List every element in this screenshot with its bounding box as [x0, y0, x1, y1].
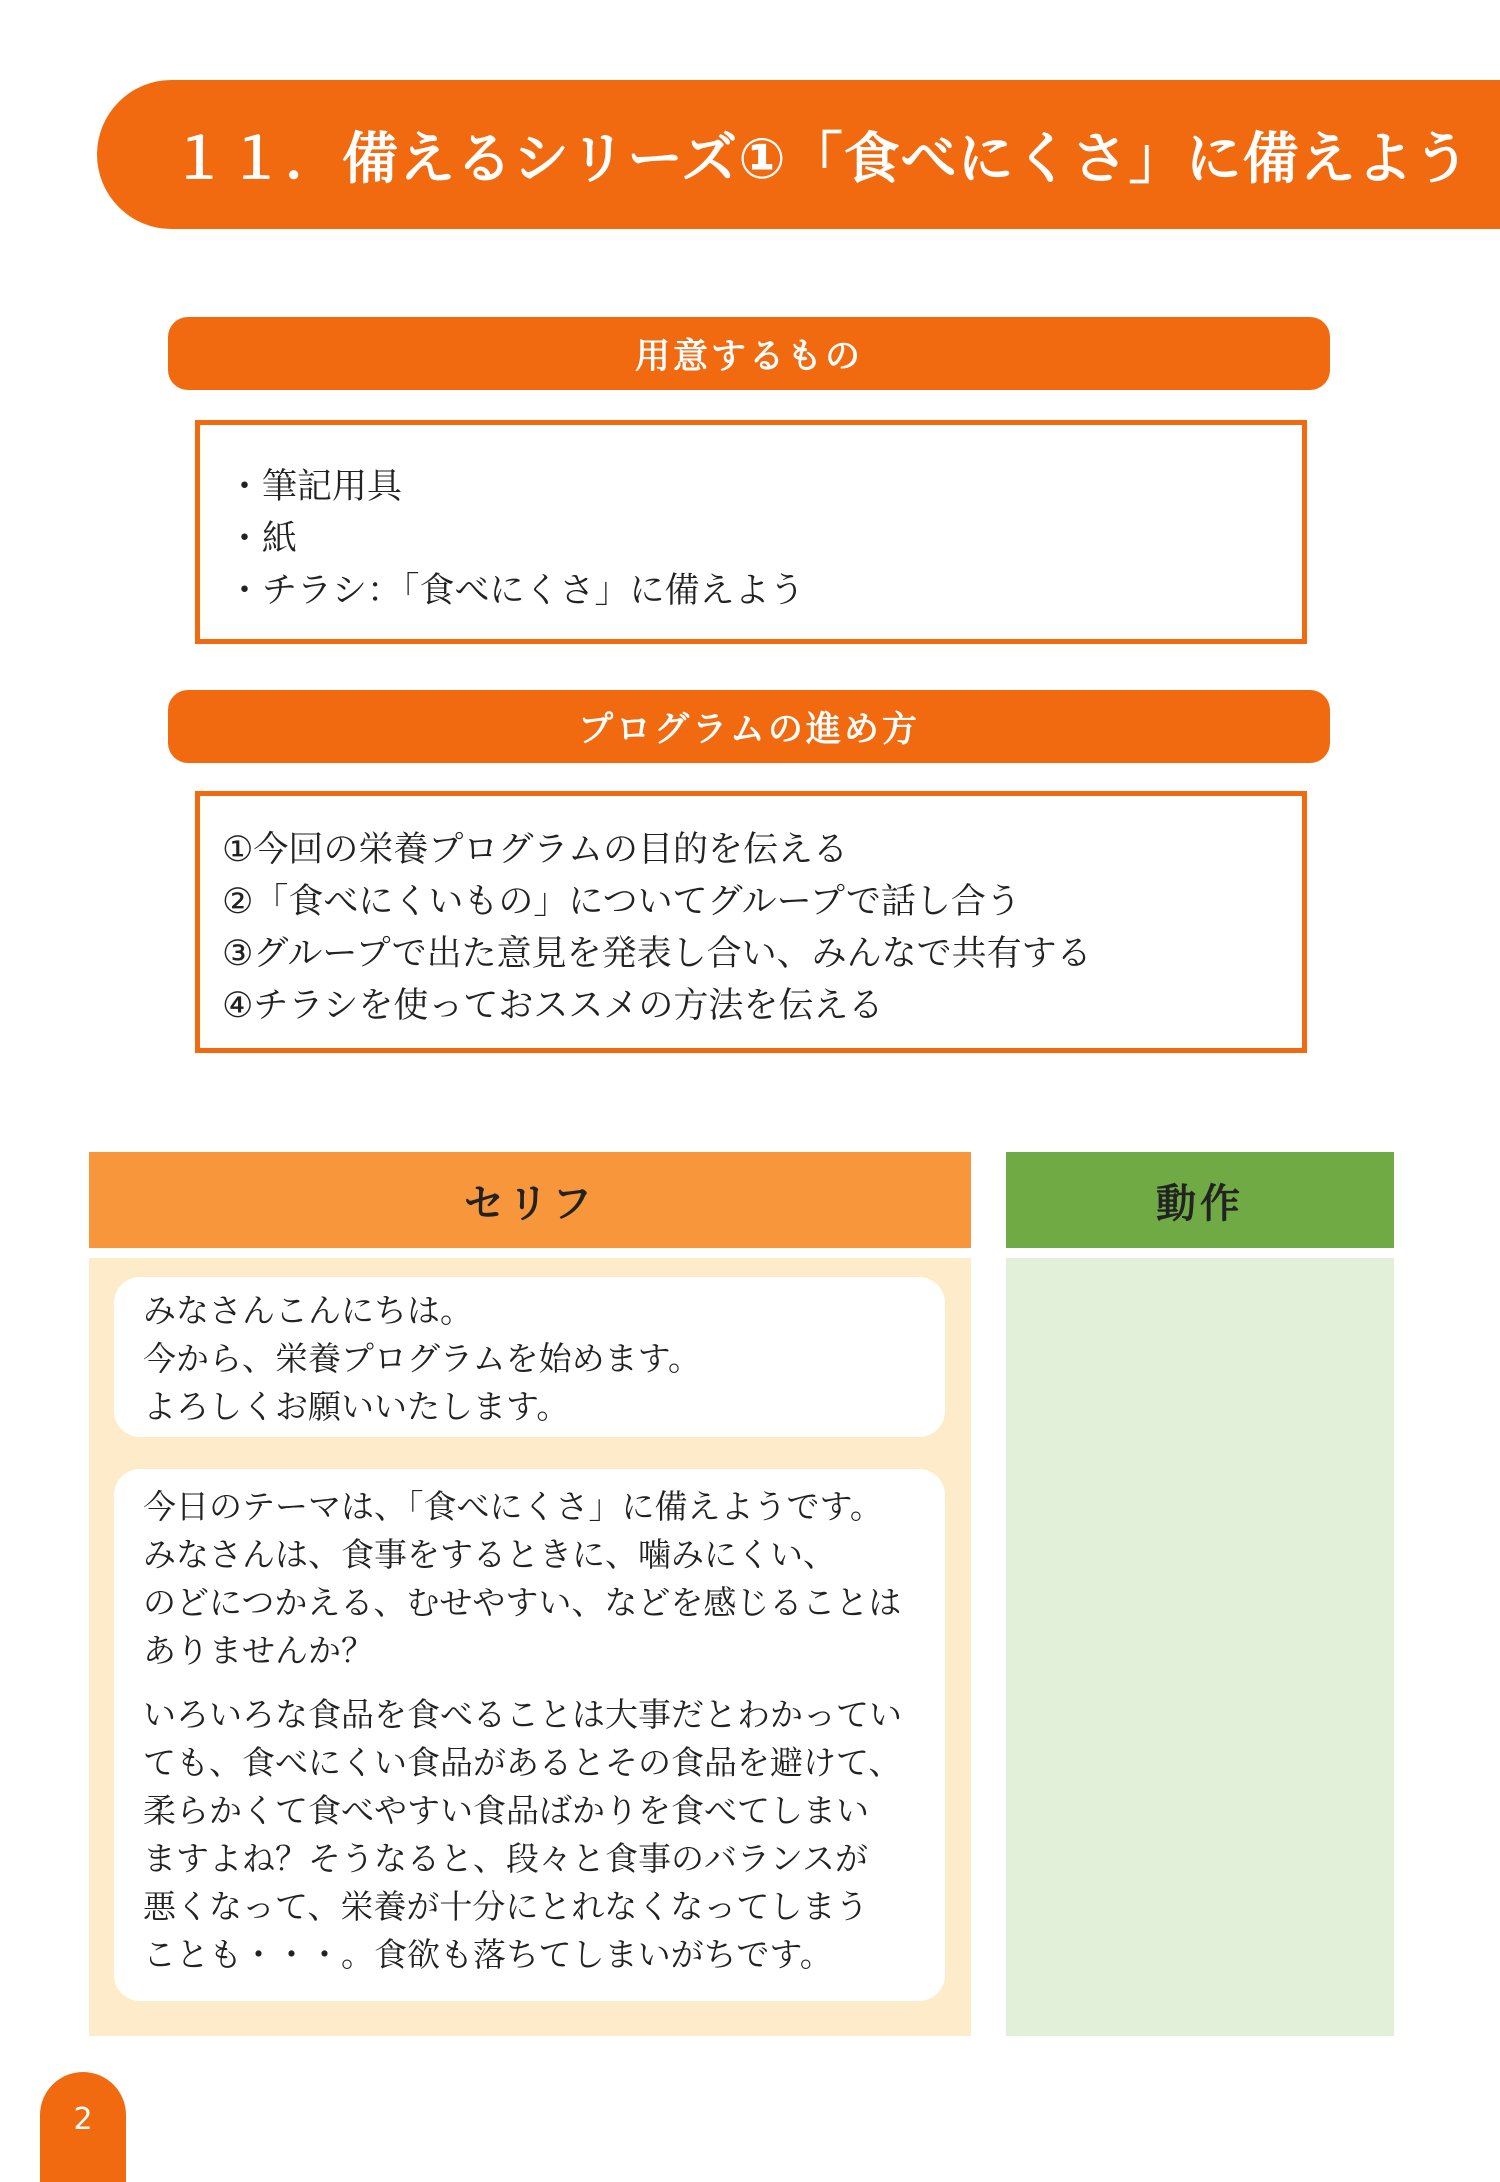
- speech-line: 柔らかくて食べやすい食品ばかりを食べてしまい: [143, 1791, 869, 1830]
- speech-line: ありませんか？: [143, 1631, 374, 1670]
- materials-item: ・筆記用具: [227, 467, 403, 507]
- speech-line: ますよね？そうなると、段々と食事のバランスが: [143, 1839, 869, 1878]
- program-box: [195, 791, 1307, 1053]
- page-number: 2: [40, 2072, 126, 2182]
- speech-line: 今日のテーマは、「食べにくさ」に備えようです。: [143, 1487, 883, 1526]
- speech-bubble-theme: [114, 1469, 945, 2001]
- program-heading: プログラムの進め方: [168, 690, 1330, 763]
- program-step: ④チラシを使っておススメの方法を伝える: [222, 986, 884, 1026]
- speech-line: いろいろな食品を食べることは大事だとわかってい: [143, 1695, 902, 1734]
- speech-line: みなさんこんにちは。: [143, 1291, 473, 1330]
- speech-line: よろしくお願いいたします。: [143, 1387, 570, 1426]
- speech-line: みなさんは、食事をするときに、噛みにくい、: [143, 1535, 836, 1574]
- program-step: ①今回の栄養プログラムの目的を伝える: [222, 830, 849, 870]
- speech-line: 今から、栄養プログラムを始めます。: [143, 1339, 702, 1378]
- materials-item: ・チラシ：「食べにくさ」に備えよう: [227, 571, 805, 611]
- materials-heading: 用意するもの: [168, 317, 1330, 390]
- program-step: ②「食べにくいもの」についてグループで話し合う: [222, 882, 1021, 922]
- page-title-banner: [97, 80, 1500, 229]
- speech-line: ことも・・・。食欲も落ちてしまいがちです。: [143, 1935, 833, 1974]
- materials-item: ・紙: [227, 519, 298, 559]
- action-panel: [1006, 1258, 1394, 2036]
- speech-bubble-greeting: [114, 1277, 945, 1437]
- program-step: ③グループで出た意見を発表し合い、みんなで共有する: [222, 934, 1092, 974]
- materials-box: [195, 420, 1307, 644]
- speech-line: のどにつかえる、むせやすい、などを感じることは: [143, 1583, 902, 1622]
- page-title: １１．備えるシリーズ①「食べにくさ」に備えよう: [171, 126, 1471, 192]
- speech-line: 悪くなって、栄養が十分にとれなくなってしまう: [143, 1887, 869, 1926]
- speech-line: ても、食べにくい食品があるとその食品を避けて、: [143, 1743, 902, 1782]
- serif-column-header: セリフ: [89, 1152, 971, 1248]
- serif-panel: [89, 1258, 971, 2036]
- action-column-header: 動作: [1006, 1152, 1394, 1248]
